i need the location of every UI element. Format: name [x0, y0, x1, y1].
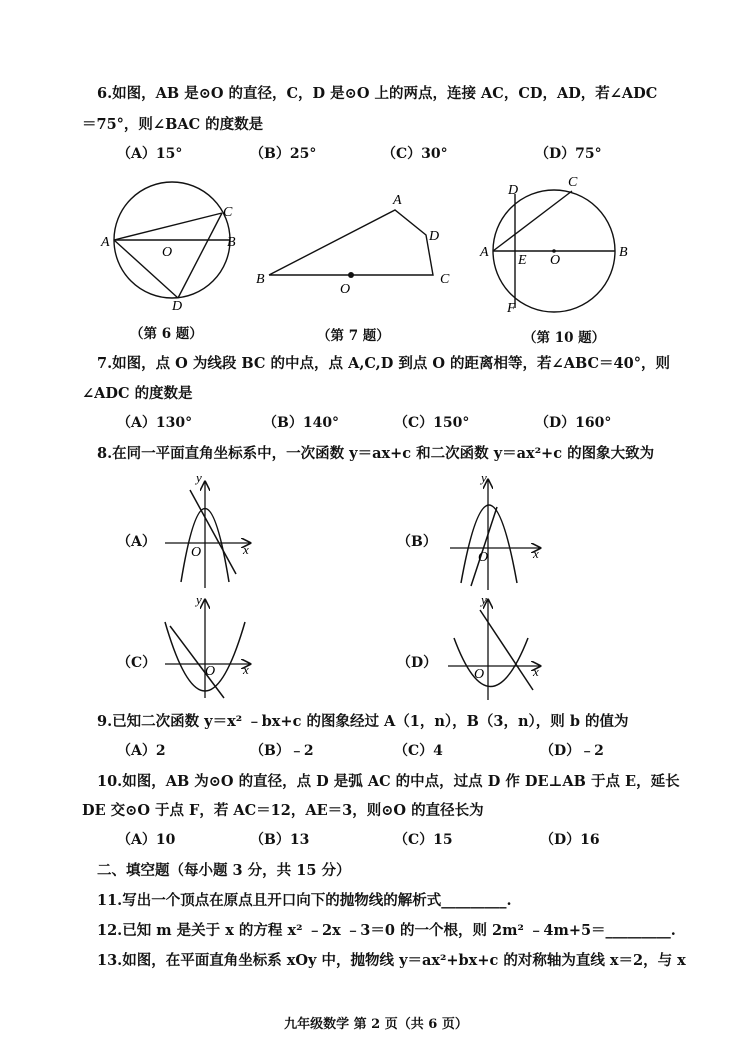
fig7-label-a: A [393, 193, 402, 208]
fig6-label-c: C [223, 205, 233, 220]
q10-line2: DE 交⊙O 于点 F，若 AC＝12，AE＝3，则⊙O 的直径长为 [82, 802, 484, 819]
q7-line2: ∠ADC 的度数是 [82, 385, 193, 402]
q10-option-d: （D）16 [540, 832, 600, 848]
q10-option-c: （C）15 [394, 832, 453, 848]
q12: 12.已知 m 是关于 x 的方程 x² ﹣2x ﹣3＝0 的一个根，则 2m² ﹣4m+5＝_________. [97, 922, 676, 939]
q8-graph-d-label: （D） [397, 655, 438, 671]
figure-7 [256, 193, 450, 297]
q11: 11.写出一个顶点在原点且开口向下的抛物线的解析式_________. [97, 892, 512, 909]
fig10-label-e: E [518, 253, 527, 268]
fig10-label-d: D [508, 183, 519, 198]
fig10-label-f: F [507, 301, 516, 316]
fig7-caption: （第 7 题） [317, 328, 390, 344]
fig6-label-o: O [162, 245, 173, 260]
svg-text:y: y [481, 592, 487, 607]
figure-10 [479, 175, 628, 316]
q8-graph-c-label: （C） [117, 655, 157, 671]
fig6-label-d: D [172, 299, 183, 314]
q7-line1: 7.如图，点 O 为线段 BC 的中点，点 A,C,D 到点 O 的距离相等，若∠ABC＝40°，则 [97, 355, 670, 372]
svg-text:y: y [196, 592, 202, 607]
q6-option-b: （B）25° [250, 146, 317, 162]
fig10-label-b: B [619, 245, 628, 260]
q8-graphs [0, 470, 752, 710]
svg-text:y: y [196, 470, 202, 485]
q10-option-a: （A）10 [117, 832, 176, 848]
q9-option-c: （C）4 [394, 743, 443, 759]
q13: 13.如图，在平面直角坐标系 xOy 中，抛物线 y＝ax²+bx+c 的对称轴为直线 x＝2，与 x [97, 952, 686, 969]
q7-option-d: （D）160° [535, 415, 612, 431]
q6-line2: ＝75°，则∠BAC 的度数是 [82, 116, 264, 133]
q8-graph-b-label: （B） [397, 534, 437, 550]
q10-option-b: （B）13 [250, 832, 310, 848]
svg-text:x: x [243, 542, 249, 557]
fig10-caption: （第 10 题） [523, 330, 606, 346]
fig7-label-b: B [256, 272, 265, 287]
q9-option-d: （D）﹣2 [540, 743, 604, 759]
q7-option-b: （B）140° [263, 415, 340, 431]
q9-option-a: （A）2 [117, 743, 166, 759]
svg-text:x: x [533, 546, 539, 561]
fig10-label-o: O [550, 253, 561, 268]
fig10-label-a: A [480, 245, 489, 260]
q8-graph-a-label: （A） [117, 534, 156, 550]
q6-option-d: （D）75° [535, 146, 602, 162]
fig6-caption: （第 6 题） [130, 326, 203, 342]
q9-option-b: （B）﹣2 [250, 743, 314, 759]
q10-line1: 10.如图，AB 为⊙O 的直径，点 D 是弧 AC 的中点，过点 D 作 DE⊥AB 于点 E，延长 [97, 773, 680, 790]
q7-option-a: （A）130° [117, 415, 193, 431]
svg-text:x: x [533, 664, 539, 679]
svg-text:O: O [478, 550, 489, 565]
fig7-label-d: D [429, 229, 440, 244]
fig7-label-c: C [440, 272, 450, 287]
svg-text:O: O [191, 545, 202, 560]
fig7-label-o: O [340, 282, 351, 297]
q9-line1: 9.已知二次函数 y＝x² ﹣bx+c 的图象经过 A（1，n），B（3，n），则 b 的值为 [97, 713, 629, 730]
svg-text:y: y [481, 470, 487, 485]
svg-text:O: O [474, 667, 485, 682]
fig6-label-a: A [101, 235, 110, 250]
q8-graph-d [448, 592, 540, 700]
q8-graph-b [450, 470, 540, 590]
section-2-heading: 二、填空题（每小题 3 分，共 15 分） [97, 862, 351, 879]
q8-line1: 8.在同一平面直角坐标系中，一次函数 y＝ax+c 和二次函数 y＝ax²+c 的图象大致为 [97, 445, 655, 462]
svg-text:x: x [243, 662, 249, 677]
q6-option-a: （A）15° [117, 146, 183, 162]
figures-row [0, 170, 752, 330]
fig6-label-b: B [227, 235, 236, 250]
figure-6 [100, 182, 236, 314]
q6-line1: 6.如图，AB 是⊙O 的直径，C，D 是⊙O 上的两点，连接 AC，CD，AD，若∠ADC [97, 85, 658, 102]
svg-text:O: O [205, 664, 216, 679]
q8-graph-a [165, 470, 250, 588]
q8-graph-c [165, 592, 250, 698]
q7-option-c: （C）150° [394, 415, 470, 431]
fig10-label-c: C [568, 175, 578, 190]
q6-option-c: （C）30° [382, 146, 448, 162]
page-footer: 九年级数学 第 2 页（共 6 页） [284, 1017, 468, 1032]
